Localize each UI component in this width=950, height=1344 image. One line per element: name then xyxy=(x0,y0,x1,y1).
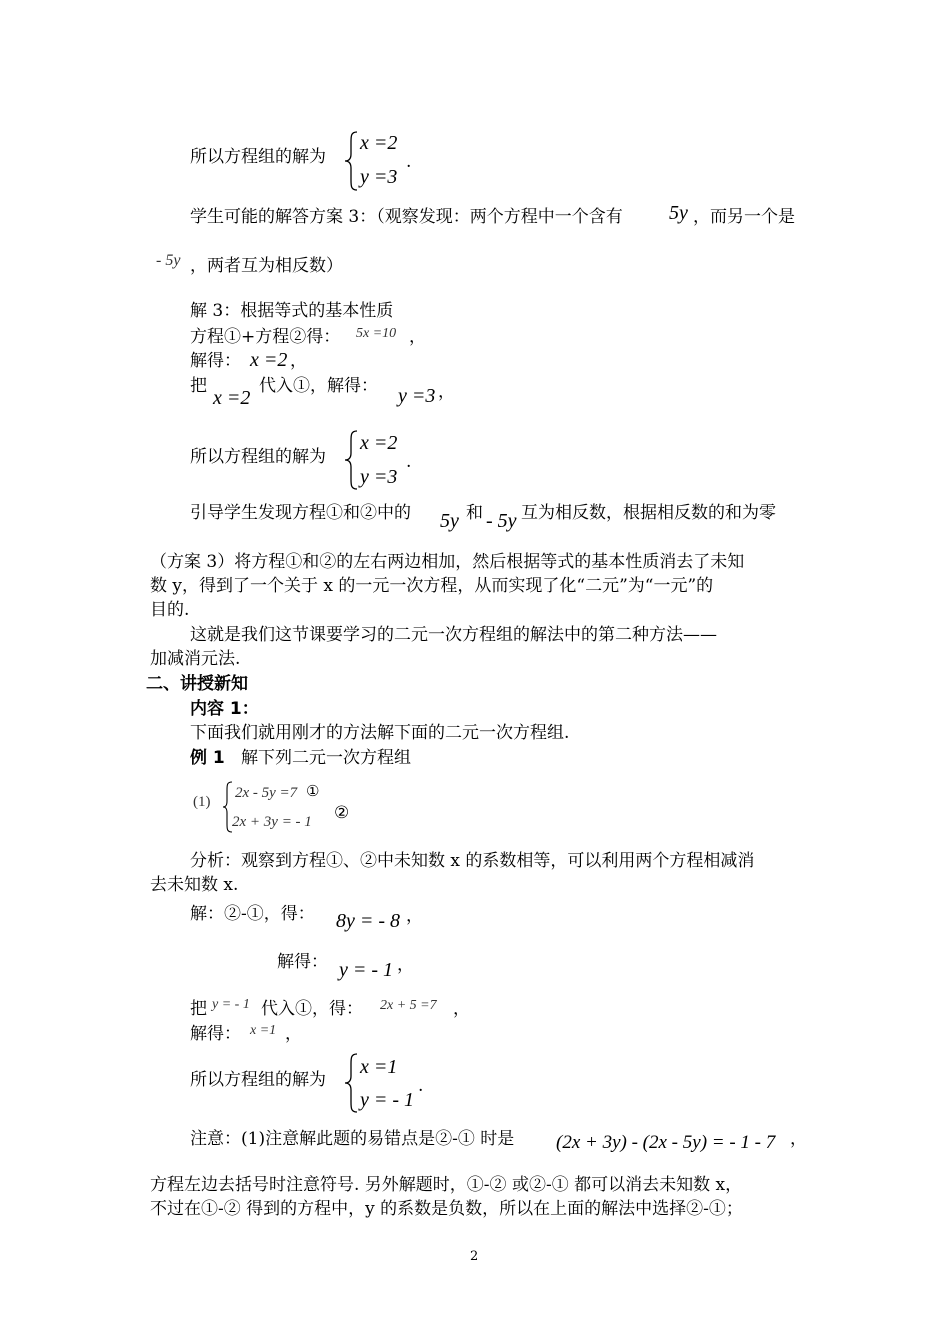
guide-line2: （方案 3）将方程①和②的左右两边相加，然后根据等式的基本性质消去了未知 xyxy=(150,552,745,572)
solution-statement-2: 所以方程组的解为 xyxy=(190,447,326,467)
scheme3-text: 学生可能的解答方案 3：（观察发现：两个方程中一个含有 xyxy=(190,207,623,227)
equation-x: x =2 xyxy=(360,432,398,454)
section-heading: 二、讲授新知 xyxy=(146,674,248,694)
solve-line2: 解得： xyxy=(277,952,328,972)
term-5y: 5y xyxy=(669,202,688,224)
solution-statement-1: 所以方程组的解为 xyxy=(190,147,326,167)
comma: ， xyxy=(438,382,455,402)
left-brace-icon xyxy=(343,1052,361,1114)
equation-y: y = - 1 xyxy=(360,1089,415,1111)
equation-y3: y =3 xyxy=(398,385,436,407)
solve-line4: 解得： xyxy=(190,1024,241,1044)
comma: ， xyxy=(397,955,414,975)
comma: ， xyxy=(409,327,426,347)
equation-y: y =3 xyxy=(360,466,398,488)
term-neg-5y: - 5y xyxy=(156,252,181,269)
system-label: (1) xyxy=(193,794,211,810)
period: . xyxy=(418,1076,424,1096)
equation-1: 2x - 5y =7 xyxy=(235,785,298,801)
equation-8y: 8y = - 8 xyxy=(336,910,401,932)
example-label: 例 1 xyxy=(190,748,225,768)
term-neg-5y: - 5y xyxy=(486,510,517,532)
equation-x2b: x =2 xyxy=(213,387,251,409)
equation-x1: x =1 xyxy=(250,1023,277,1038)
note-line2: 方程左边去括号时注意符号. 另外解题时，①-② 或②-① 都可以消去未知数 x， xyxy=(150,1175,743,1195)
solution3-line4b: 代入①，解得： xyxy=(259,376,378,396)
note-line1: 注意：(1)注意解此题的易错点是②-① 时是 xyxy=(190,1129,515,1149)
analysis-line2: 去未知数 x. xyxy=(150,875,239,895)
guide-line1c: 互为相反数，根据相反数的和为零 xyxy=(521,503,776,523)
comma: ， xyxy=(790,1129,807,1149)
equation-x2: x =2 xyxy=(250,349,288,371)
note-equation: (2x + 3y) - (2x - 5y) = - 1 - 7 xyxy=(556,1132,776,1153)
equation-2: 2x + 3y = - 1 xyxy=(232,814,312,830)
solution3-line3: 解得： xyxy=(190,351,241,371)
equation-x: x =2 xyxy=(360,132,398,154)
term-5y: 5y xyxy=(440,510,459,532)
scheme3-text-b: ，而另一个是 xyxy=(693,207,795,227)
period: . xyxy=(406,452,412,472)
marker-circle-2: ② xyxy=(334,803,350,823)
comma: ， xyxy=(290,351,307,371)
equation-5x: 5x =10 xyxy=(356,326,397,341)
comma: ， xyxy=(453,999,470,1019)
left-brace-icon xyxy=(343,130,361,192)
solution3-heading: 解 3：根据等式的基本性质 xyxy=(190,301,394,321)
marker-circle-1: ① xyxy=(306,782,320,800)
guide-line6: 加减消元法. xyxy=(150,649,241,669)
equation-y-neg1-small: y = - 1 xyxy=(212,997,250,1012)
note-line3: 不过在①-② 得到的方程中，y 的系数是负数，所以在上面的解法中选择②-①； xyxy=(150,1199,743,1219)
scheme3-text-c: ，两者互为相反数） xyxy=(190,256,343,276)
analysis-line1: 分析：观察到方程①、②中未知数 x 的系数相等，可以利用两个方程相减消 xyxy=(190,851,755,871)
intro-text: 下面我们就用刚才的方法解下面的二元一次方程组. xyxy=(190,723,570,743)
equation-y: y =3 xyxy=(360,166,398,188)
solve-line3: 把 xyxy=(190,999,207,1019)
example-text: 解下列二元一次方程组 xyxy=(241,748,411,768)
equation-2x5: 2x + 5 =7 xyxy=(380,998,437,1013)
left-brace-icon xyxy=(343,429,361,491)
comma: ， xyxy=(406,906,423,926)
solve-line3b: 代入①，得： xyxy=(261,999,363,1019)
equation-x: x =1 xyxy=(360,1056,398,1078)
guide-line1b: 和 xyxy=(466,503,483,523)
equation-y-neg1: y = - 1 xyxy=(339,959,394,981)
solution3-line2: 方程①+方程②得： xyxy=(190,327,341,347)
solve-line1: 解：②-①，得： xyxy=(190,904,315,924)
period: . xyxy=(406,152,412,172)
guide-line5: 这就是我们这节课要学习的二元一次方程组的解法中的第二种方法—— xyxy=(190,625,717,645)
solution-statement-3: 所以方程组的解为 xyxy=(190,1070,326,1090)
guide-line1: 引导学生发现方程①和②中的 xyxy=(190,503,411,523)
content-label: 内容 1： xyxy=(190,699,259,719)
guide-line3: 数 y，得到了一个关于 x 的一元一次方程，从而实现了化“二元”为“一元”的 xyxy=(150,576,714,596)
solution3-line4: 把 xyxy=(190,376,207,396)
page-number: 2 xyxy=(470,1249,479,1264)
guide-line4: 目的. xyxy=(150,600,190,620)
comma: ， xyxy=(285,1024,302,1044)
